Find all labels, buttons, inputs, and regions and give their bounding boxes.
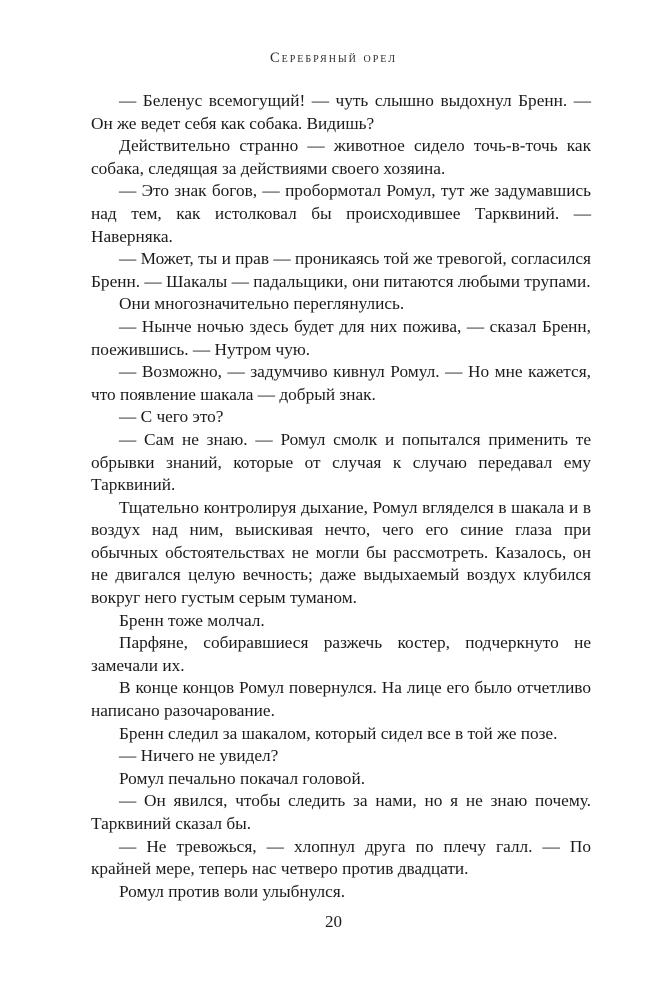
paragraph: В конце концов Ромул повернулся. На лице его было отчетливо написано разочарование. (91, 678, 591, 721)
paragraph: Бренн следил за шакалом, который сидел все в той же позе. (119, 723, 558, 743)
paragraph: — Он явился, чтобы следить за нами, но я не знаю почему. Тарквиний сказал бы. (91, 791, 591, 833)
body-text (91, 90, 591, 903)
paragraph: — Ничего не увидел? (119, 746, 279, 766)
paragraph: Действительно странно — животное сидело точь-в-точь как собака, следящая за действиями своего хозяина. (91, 136, 591, 178)
paragraph: — Возможно, — задумчиво кивнул Ромул. — Но мне кажется, что появление шакала — добрый знак. (91, 362, 591, 404)
paragraph: Ромул печально покачал головой. (119, 768, 366, 788)
paragraph: — Не тревожься, — хлопнул друга по плечу галл. — По крайней мере, теперь нас четверо против двадцати. (91, 836, 591, 879)
paragraph: Они многозначительно переглянулись. (119, 294, 405, 314)
paragraph: Парфяне, собиравшиеся разжечь костер, подчеркнуто не замечали их. (91, 633, 591, 675)
paragraph: — Нынче ночью здесь будет для них пожива, — сказал Бренн, поежившись. — Нутром чую. (91, 316, 591, 359)
page-number: 20 (325, 912, 342, 931)
running-title: Серебряный орел (269, 50, 398, 66)
paragraph: — Беленус всемогущий! — чуть слышно выдохнул Бренн. — Он же ведет себя как собака. Видишь? (91, 91, 591, 133)
paragraph: — Сам не знаю. — Ромул смолк и попытался применить те обрывки знаний, которые от случая к случаю передавал ему Тарквиний. (91, 429, 591, 495)
paragraph: Тщательно контролируя дыхание, Ромул вгляделся в шакала и в воздух над ним, выискивая нечто, чего его синие глаза при обычных обстоятельствах не могли бы рассмотреть. Казалось, он не двигался целую вечность; даже выдыхаемый воздух клубился вокруг него густым серым туманом. (91, 497, 591, 608)
paragraph: — Это знак богов, — пробормотал Ромул, тут же задумавшись над тем, как истолковал бы происходившее Тарквиний. — Наверняка. (91, 181, 591, 246)
paragraph: Бренн тоже молчал. (119, 610, 265, 630)
paragraph: — Может, ты и прав — проникаясь той же тревогой, согласился Бренн. — Шакалы — падальщики, они питаются любыми трупами. (91, 249, 591, 291)
paragraph: Ромул против воли улыбнулся. (119, 881, 346, 901)
paragraph: — С чего это? (119, 407, 224, 427)
